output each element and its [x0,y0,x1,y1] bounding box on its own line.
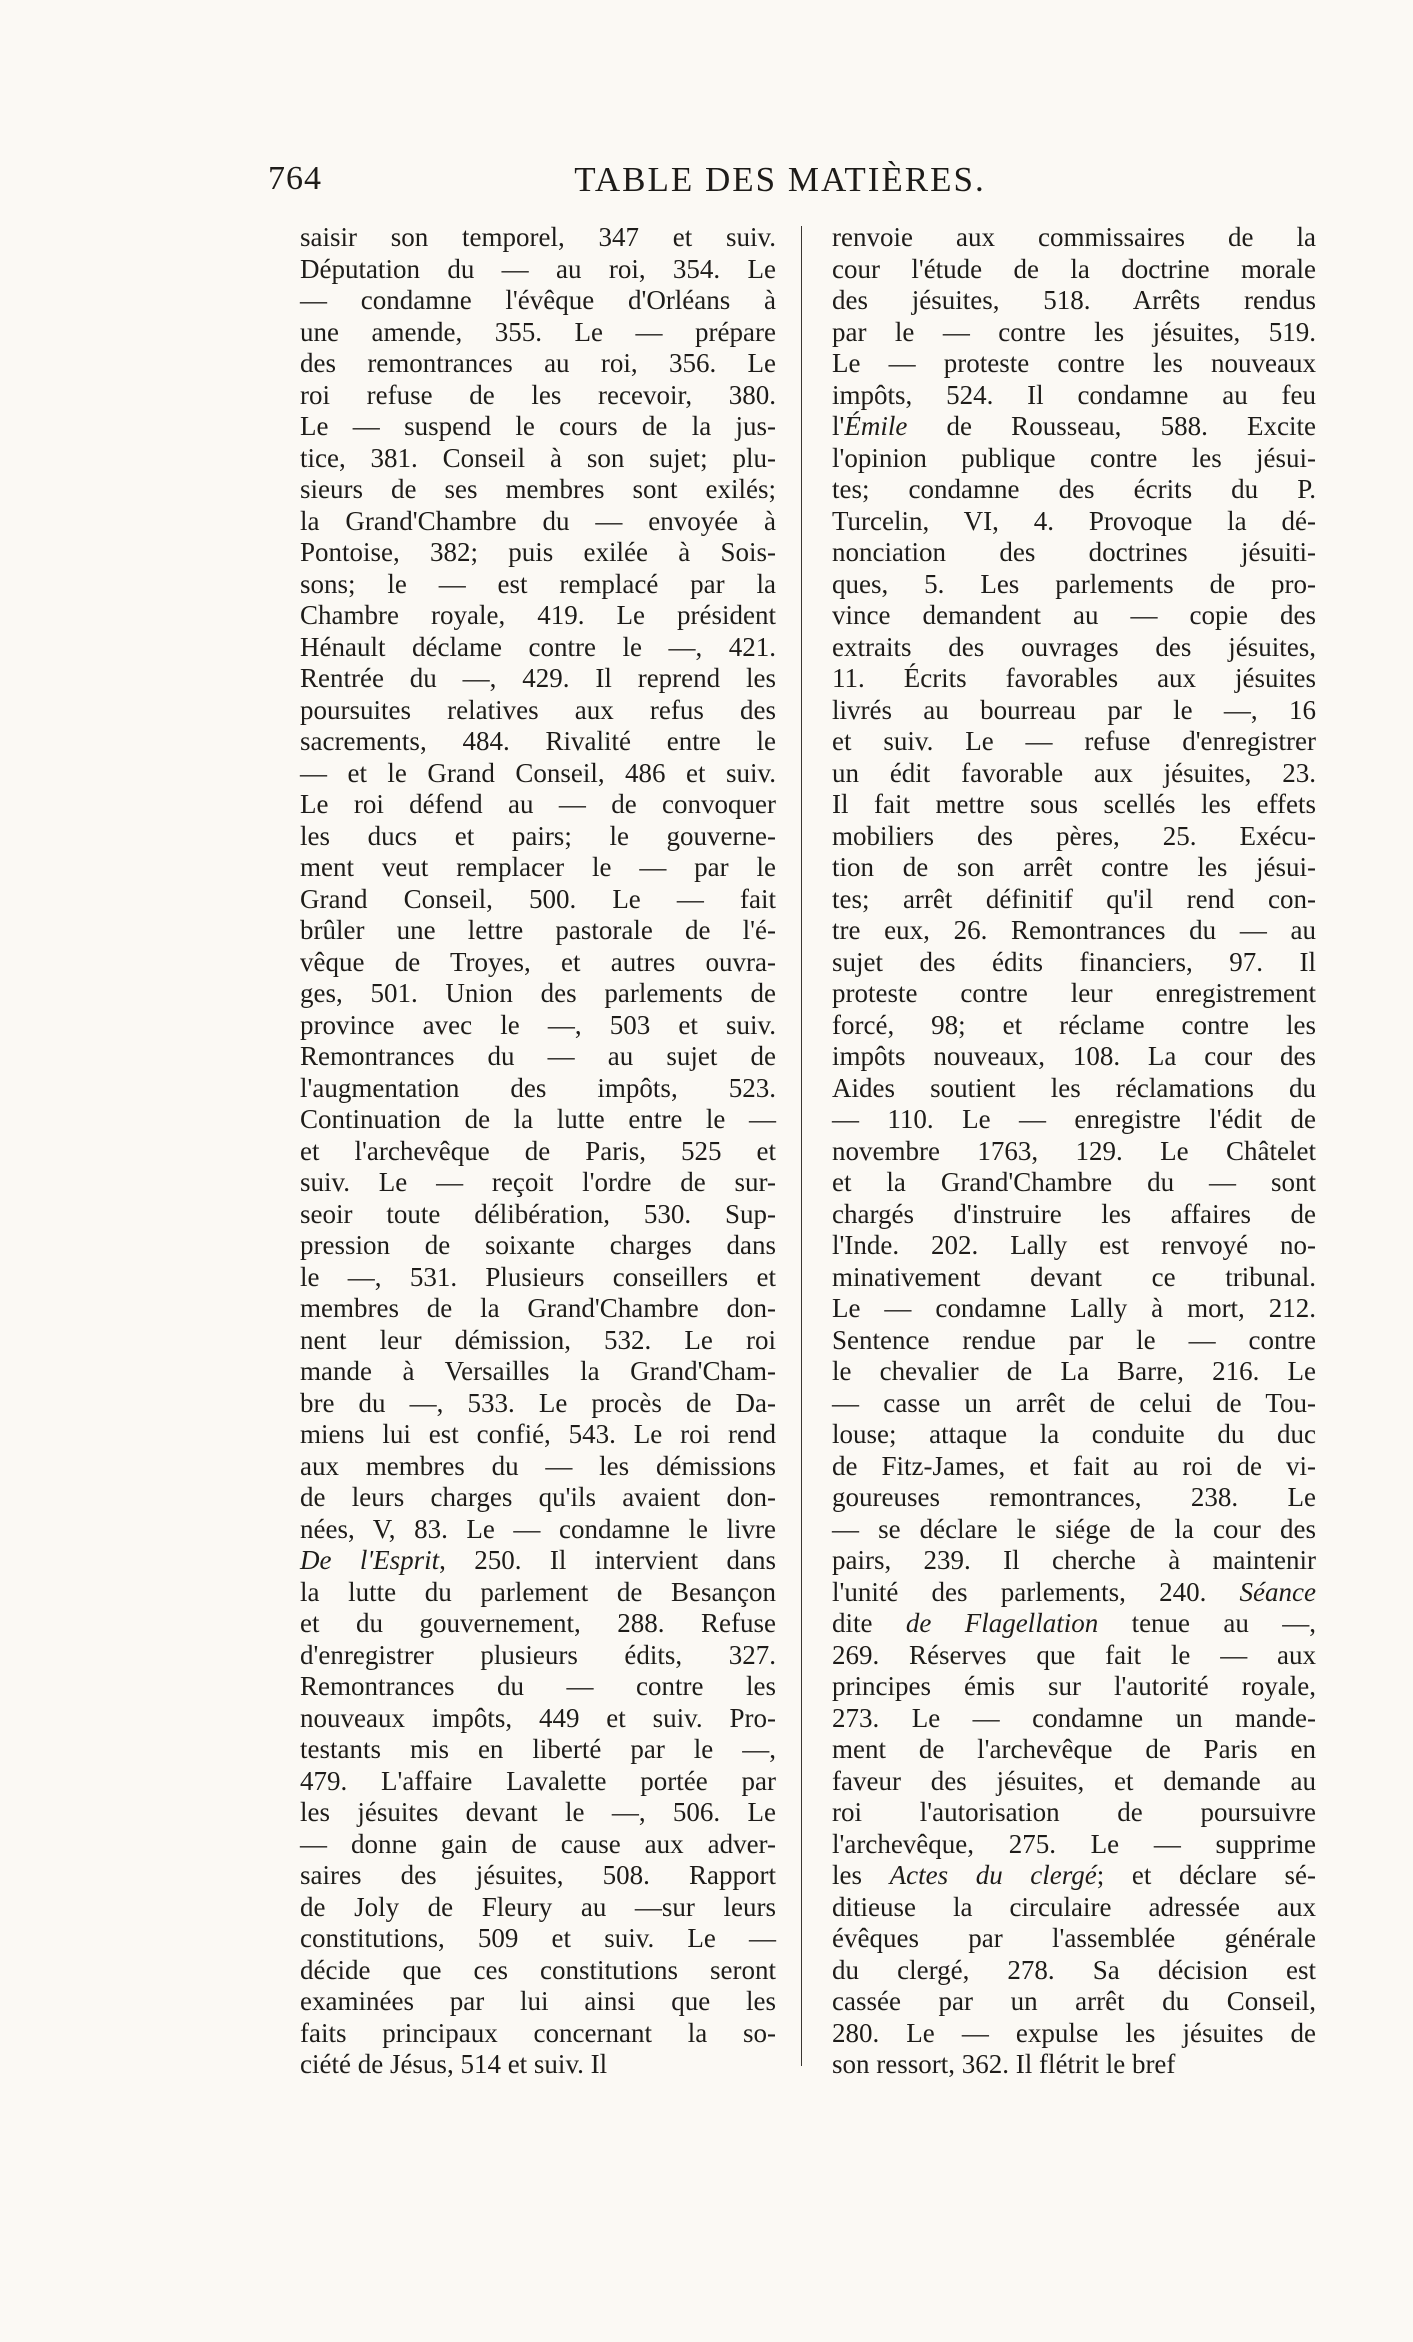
text-line: l'unité des parlements, 240. Séance [832,1576,1316,1607]
text-line: tes; condamne des écrits du P. [832,474,1316,504]
text-line: constitutions, 509 et suiv. Le — [300,1923,776,1953]
text-line: impôts, 524. Il condamne au feu [832,379,1316,410]
text-line: cassée par un arrêt du Conseil, [832,1986,1316,2016]
text-line: 479. L'affaire Lavalette portée par [300,1765,776,1796]
text-line: Pontoise, 382; puis exilée à Sois- [300,537,776,567]
text-line: — casse un arrêt de celui de Tou- [832,1387,1316,1418]
text-line: dite de Flagellation tenue au —, [832,1608,1317,1638]
text-line: roi refuse de les recevoir, 380. [300,379,776,410]
text-line: poursuites relatives aux refus des [300,694,776,725]
text-line: Sentence rendue par le — contre [832,1324,1316,1355]
text-line: Le — proteste contre les nouveaux [832,348,1316,378]
text-line: un édit favorable aux jésuites, 23. [832,757,1316,788]
text-line: novembre 1763, 129. Le Châtelet [832,1135,1316,1166]
right-column [832,222,1316,2081]
text-line: Remontrances du — contre les [300,1671,776,1701]
text-line: roi l'autorisation de poursuivre [832,1797,1316,1827]
text-line: 11. Écrits favorables aux jésuites [832,663,1316,693]
text-line: l'Inde. 202. Lally est renvoyé no- [832,1230,1316,1260]
text-line: ditieuse la circulaire adressée aux [832,1891,1316,1922]
text-line: Continuation de la lutte entre le — [300,1104,776,1134]
text-line: et suiv. Le — refuse d'enregistrer [832,726,1316,756]
text-line: l'Émile de Rousseau, 588. Excite [832,411,1316,441]
text-line: du clergé, 278. Sa décision est [832,1954,1316,1985]
text-line: chargés d'instruire les affaires de [832,1198,1316,1229]
column-divider [801,226,802,2066]
text-line: Grand Conseil, 500. Le — fait [300,883,776,914]
text-line: une amende, 355. Le — prépare [300,316,776,347]
text-line: proteste contre leur enregistrement [832,978,1316,1008]
text-line: aux membres du — les démissions [300,1450,776,1481]
text-line: 273. Le — condamne un mande- [832,1702,1316,1733]
left-column [300,222,776,2081]
text-line: forcé, 98; et réclame contre les [832,1009,1316,1040]
text-line: louse; attaque la conduite du duc [832,1419,1316,1449]
text-line: 269. Réserves que fait le — aux [832,1639,1316,1670]
text-line: Remontrances du — au sujet de [300,1041,776,1071]
text-line: — 110. Le — enregistre l'édit de [832,1104,1316,1134]
text-line: sujet des édits financiers, 97. Il [832,946,1316,977]
text-line: Députation du — au roi, 354. Le [300,253,776,284]
text-line: ment de l'archevêque de Paris en [832,1734,1316,1764]
text-line: décide que ces constitutions seront [300,1954,776,1985]
text-line: examinées par lui ainsi que les [300,1986,776,2016]
text-line: 280. Le — expulse les jésuites de [832,2017,1316,2048]
text-line: faveur des jésuites, et demande au [832,1765,1316,1796]
text-line: la lutte du parlement de Besançon [300,1576,776,1607]
running-title: TABLE DES MATIÈRES. [574,160,986,199]
text-line: Le roi défend au — de convoquer [300,789,776,819]
text-line: testants mis en liberté par le —, [300,1734,776,1764]
text-line: Le — suspend le cours de la jus- [300,411,776,441]
text-line: son ressort, 362. Il flétrit le bref [832,2049,1176,2079]
text-line: et du gouvernement, 288. Refuse [300,1608,776,1638]
text-line: tre eux, 26. Remontrances du — au [832,915,1316,945]
text-line: l'augmentation des impôts, 523. [300,1072,776,1103]
text-line: saires des jésuites, 508. Rapport [300,1860,776,1890]
text-line: sacrements, 484. Rivalité entre le [300,726,776,756]
text-line: les ducs et pairs; le gouverne- [300,820,776,851]
text-line: les Actes du clergé; et déclare sé- [832,1860,1316,1890]
text-line: faits principaux concernant la so- [300,2017,776,2048]
text-line: ques, 5. Les parlements de pro- [832,568,1316,599]
text-line: ciété de Jésus, 514 et suiv. Il [300,2049,608,2079]
text-line: — donne gain de cause aux adver- [300,1828,776,1859]
text-line: d'enregistrer plusieurs édits, 327. [300,1639,776,1670]
text-line: principes émis sur l'autorité royale, [832,1671,1316,1701]
text-line: nonciation des doctrines jésuiti- [832,537,1316,567]
text-line: et la Grand'Chambre du — sont [832,1167,1316,1197]
text-line: impôts nouveaux, 108. La cour des [832,1041,1316,1071]
text-line: sieurs de ses membres sont exilés; [300,474,776,504]
text-line: De l'Esprit, 250. Il intervient dans [300,1545,776,1575]
text-line: la Grand'Chambre du — envoyée à [300,505,776,536]
text-line: province avec le —, 503 et suiv. [300,1009,776,1040]
text-line: mande à Versailles la Grand'Cham- [300,1356,776,1386]
text-line: l'opinion publique contre les jésui- [832,442,1316,473]
text-line: nouveaux impôts, 449 et suiv. Pro- [300,1702,776,1733]
text-line: Le — condamne Lally à mort, 212. [832,1293,1316,1323]
text-line: Hénault déclame contre le —, 421. [300,631,776,662]
text-line: brûler une lettre pastorale de l'é- [300,915,776,945]
text-line: ges, 501. Union des parlements de [300,978,776,1008]
text-line: et l'archevêque de Paris, 525 et [300,1135,776,1166]
text-line: tice, 381. Conseil à son sujet; plu- [300,442,776,473]
text-line: tes; arrêt définitif qu'il rend con- [832,883,1316,914]
text-line: — condamne l'évêque d'Orléans à [300,285,776,315]
text-line: membres de la Grand'Chambre don- [300,1293,776,1323]
text-line: nées, V, 83. Le — condamne le livre [300,1513,776,1544]
text-line: Il fait mettre sous scellés les effets [832,789,1316,819]
text-line: de Fitz-James, et fait au roi de vi- [832,1450,1316,1481]
text-line: Aides soutient les réclamations du [832,1072,1316,1103]
text-line: seoir toute délibération, 530. Sup- [300,1198,776,1229]
text-line: Rentrée du —, 429. Il reprend les [300,663,776,693]
text-line: minativement devant ce tribunal. [832,1261,1316,1292]
text-line: tion de son arrêt contre les jésui- [832,852,1316,882]
text-line: Chambre royale, 419. Le président [300,600,776,630]
text-line: ment veut remplacer le — par le [300,852,776,882]
text-line: cour l'étude de la doctrine morale [832,253,1316,284]
text-line: goureuses remontrances, 238. Le [832,1482,1316,1512]
text-line: des jésuites, 518. Arrêts rendus [832,285,1316,315]
text-line: saisir son temporel, 347 et suiv. [300,222,776,252]
text-line: extraits des ouvrages des jésuites, [832,631,1316,662]
text-line: évêques par l'assemblée générale [832,1923,1316,1953]
text-line: pairs, 239. Il cherche à maintenir [832,1545,1316,1575]
text-line: nent leur démission, 532. Le roi [300,1324,776,1355]
text-line: suiv. Le — reçoit l'ordre de sur- [300,1167,776,1197]
text-line: des remontrances au roi, 356. Le [300,348,776,378]
text-line: mobiliers des pères, 25. Exécu- [832,820,1316,851]
text-line: bre du —, 533. Le procès de Da- [300,1387,776,1418]
text-line: livrés au bourreau par le —, 16 [832,694,1316,725]
text-line: vince demandent au — copie des [832,600,1316,630]
text-line: de leurs charges qu'ils avaient don- [300,1482,776,1512]
text-line: les jésuites devant le —, 506. Le [300,1797,776,1827]
text-line: — se déclare le siége de la cour des [832,1513,1316,1544]
text-line: l'archevêque, 275. Le — supprime [832,1828,1316,1859]
text-line: vêque de Troyes, et autres ouvra- [300,946,776,977]
text-line: de Joly de Fleury au —sur leurs [300,1891,776,1922]
text-line: le chevalier de La Barre, 216. Le [832,1356,1316,1386]
text-line: le —, 531. Plusieurs conseillers et [300,1261,776,1292]
text-line: renvoie aux commissaires de la [832,222,1316,252]
text-line: Turcelin, VI, 4. Provoque la dé- [832,505,1316,536]
text-line: par le — contre les jésuites, 519. [832,316,1316,347]
text-line: miens lui est confié, 543. Le roi rend [300,1419,776,1449]
text-line: — et le Grand Conseil, 486 et suiv. [300,757,776,788]
text-line: pression de soixante charges dans [300,1230,776,1260]
page-number: 764 [268,160,322,197]
text-line: sons; le — est remplacé par la [300,568,776,599]
